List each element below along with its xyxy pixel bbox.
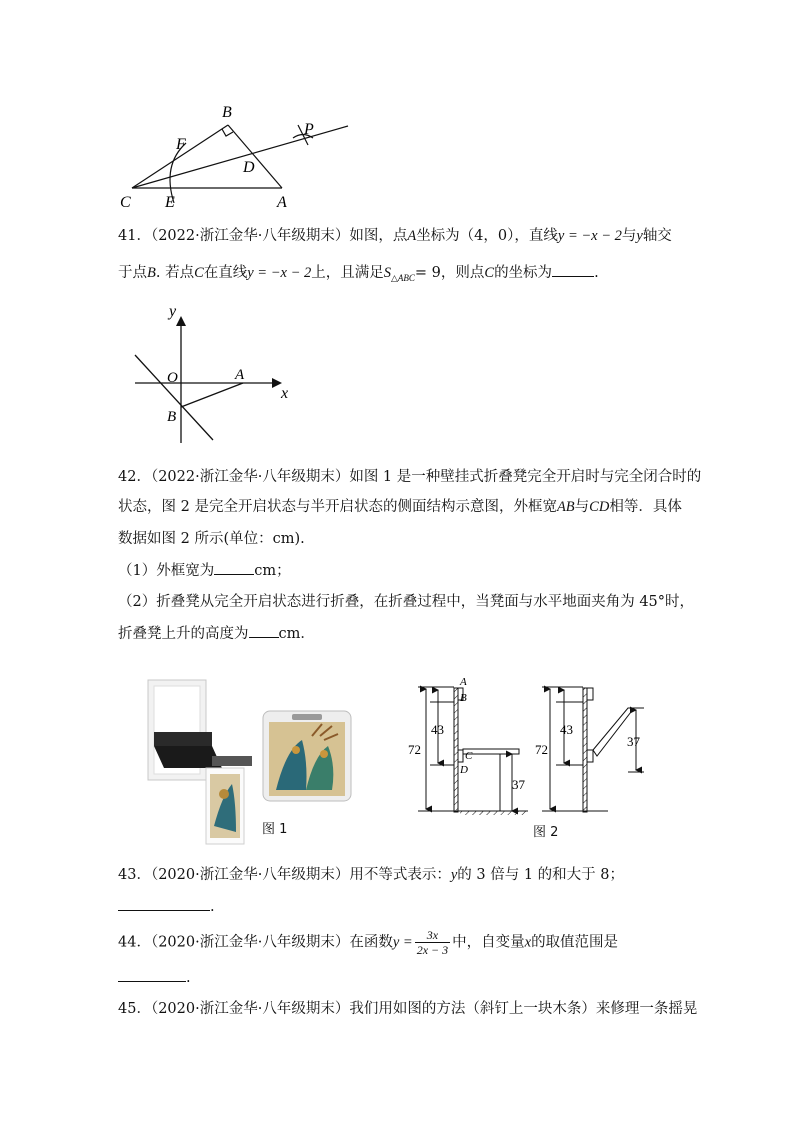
coordinate-axes-figure	[125, 300, 300, 450]
answer-blank[interactable]	[118, 896, 210, 911]
question-44: 44．（2020·浙江金华·八年级期末）在函数y = $\frac{3x}{2x - 3}$ 中，自变量x的取值范围是	[118, 928, 619, 957]
label-B: B	[460, 692, 467, 704]
question-42-line-1: 42．（2022·浙江金华·八年级期末）如图 1 是一种壁挂式折叠凳完全开启时与完全闭合时的	[118, 469, 702, 485]
label-C: C	[465, 750, 473, 762]
label-A: A	[235, 367, 245, 383]
label-A: A	[460, 676, 467, 688]
label-E: E	[165, 194, 175, 211]
label-B: B	[222, 104, 232, 121]
question-42-line-2: 状态，图 2 是完全开启状态与半开启状态的侧面结构示意图，外框宽AB与CD相等．具体	[118, 499, 682, 515]
answer-blank[interactable]	[214, 560, 254, 575]
label-F: F	[176, 136, 186, 153]
label-P: P	[304, 121, 314, 138]
question-42-part-2-line-1: （2）折叠凳从完全开启状态进行折叠，在折叠过程中，当凳面与水平地面夹角为 45°时，	[118, 594, 695, 610]
label-D: D	[460, 764, 468, 776]
answer-blank[interactable]	[249, 623, 279, 638]
dim-left-37: 37	[512, 777, 525, 792]
answer-blank[interactable]	[118, 967, 186, 982]
label-O: O	[167, 370, 178, 386]
figure-2-caption: 图 2	[533, 825, 559, 840]
question-42-part-2-line-2: 折叠凳上升的高度为 cm．	[118, 623, 315, 644]
label-A: A	[277, 194, 287, 211]
label-x: x	[281, 385, 289, 402]
label-D: D	[243, 159, 255, 176]
question-42-part-1: （1）外框宽为 cm；	[118, 560, 291, 581]
folding-stool-photo	[140, 676, 260, 846]
triangle-construction-figure	[110, 95, 360, 215]
question-44-answer-line: .	[118, 967, 191, 988]
fraction: $\frac{3x}{2x - 3}$	[416, 928, 449, 957]
dim-right-72: 72	[535, 742, 548, 757]
dim-right-43: 43	[560, 722, 573, 737]
question-43-answer-line: .	[118, 896, 215, 917]
dim-right-37: 37	[627, 734, 640, 749]
question-43: 43．（2020·浙江金华·八年级期末）用不等式表示：y的 3 倍与 1 的和大于 8；	[118, 867, 624, 883]
label-B: B	[167, 409, 177, 425]
question-41-line-1: 41．（2022·浙江金华·八年级期末）如图，点A坐标为（4，0），直线y = −x − 2与y轴交	[118, 228, 672, 244]
dim-left-43: 43	[431, 722, 444, 737]
label-C: C	[120, 194, 131, 211]
answer-blank[interactable]	[552, 262, 594, 277]
closed-stool-photo	[262, 710, 352, 802]
question-42-line-3: 数据如图 2 所示(单位：cm).	[118, 531, 305, 547]
question-41-line-2: 于点B. 若点C在直线y = −x − 2上，且满足$S_{\triangle ABC}= 9$，则点C的坐标为 .	[118, 262, 599, 288]
dim-left-72: 72	[408, 742, 421, 757]
label-y: y	[169, 303, 177, 320]
question-45: 45．（2020·浙江金华·八年级期末）我们用如图的方法（斜钉上一块木条）来修理一条摇晃	[118, 1001, 698, 1017]
figure-1-caption: 图 1	[262, 822, 288, 837]
figure-2-structure-diagram	[408, 674, 658, 824]
